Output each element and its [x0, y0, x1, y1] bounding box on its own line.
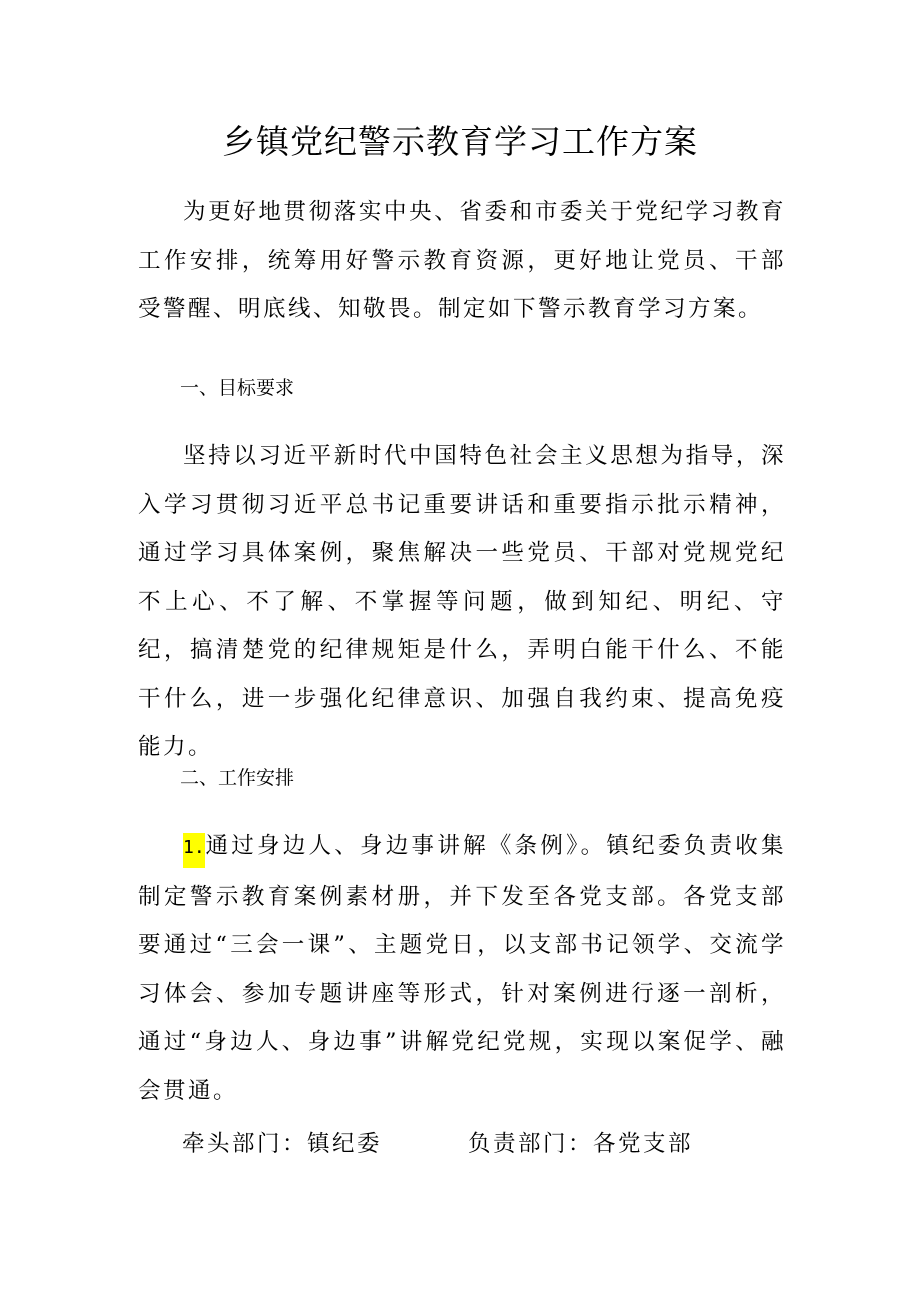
department-signoff — [182, 1120, 782, 1168]
responsible-department: 负责部门：各党支部 — [468, 1131, 694, 1157]
arrangement-item-1 — [138, 822, 786, 1115]
section-heading-goals: 一、目标要求 — [180, 377, 295, 399]
goals-paragraph: 坚持以习近平新时代中国特色社会主义思想为指导，深入学习贯彻习近平总书记重要讲话和重要指示批示精神，通过学习具体案例，聚焦解决一些党员、干部对党规党纪不上心、不了解、不掌握等问题，做到知纪、明纪、守纪，搞清楚党的纪律规矩是什么，弄明白能干什么、不能干什么，进一步强化纪律意识、加强自我约束、提高免疫能力。 — [138, 443, 786, 760]
intro-paragraph: 为更好地贯彻落实中央、省委和市委关于党纪学习教育工作安排，统筹用好警示教育资源，更好地让党员、干部受警醒、明底线、知敬畏。制定如下警示教育学习方案。 — [138, 199, 786, 322]
arrangement-item-1-text: 通过身边人、身边事讲解《条例》。镇纪委负责收集制定警示教育案例素材册，并下发至各党支部。各党支部要通过“三会一课”、主题党日，以支部书记领学、交流学习体会、参加专题讲座等形式，针对案例进行逐一剖析，通过“身边人、身边事”讲解党纪党规，实现以案促学、融会贯通。 — [138, 833, 786, 1104]
item-number-highlight: 1. — [183, 833, 205, 868]
document-title: 乡镇党纪警示教育学习工作方案 — [222, 122, 698, 161]
lead-department: 牵头部门：镇纪委 — [182, 1131, 383, 1157]
section-heading-arrangements: 二、工作安排 — [180, 767, 295, 789]
